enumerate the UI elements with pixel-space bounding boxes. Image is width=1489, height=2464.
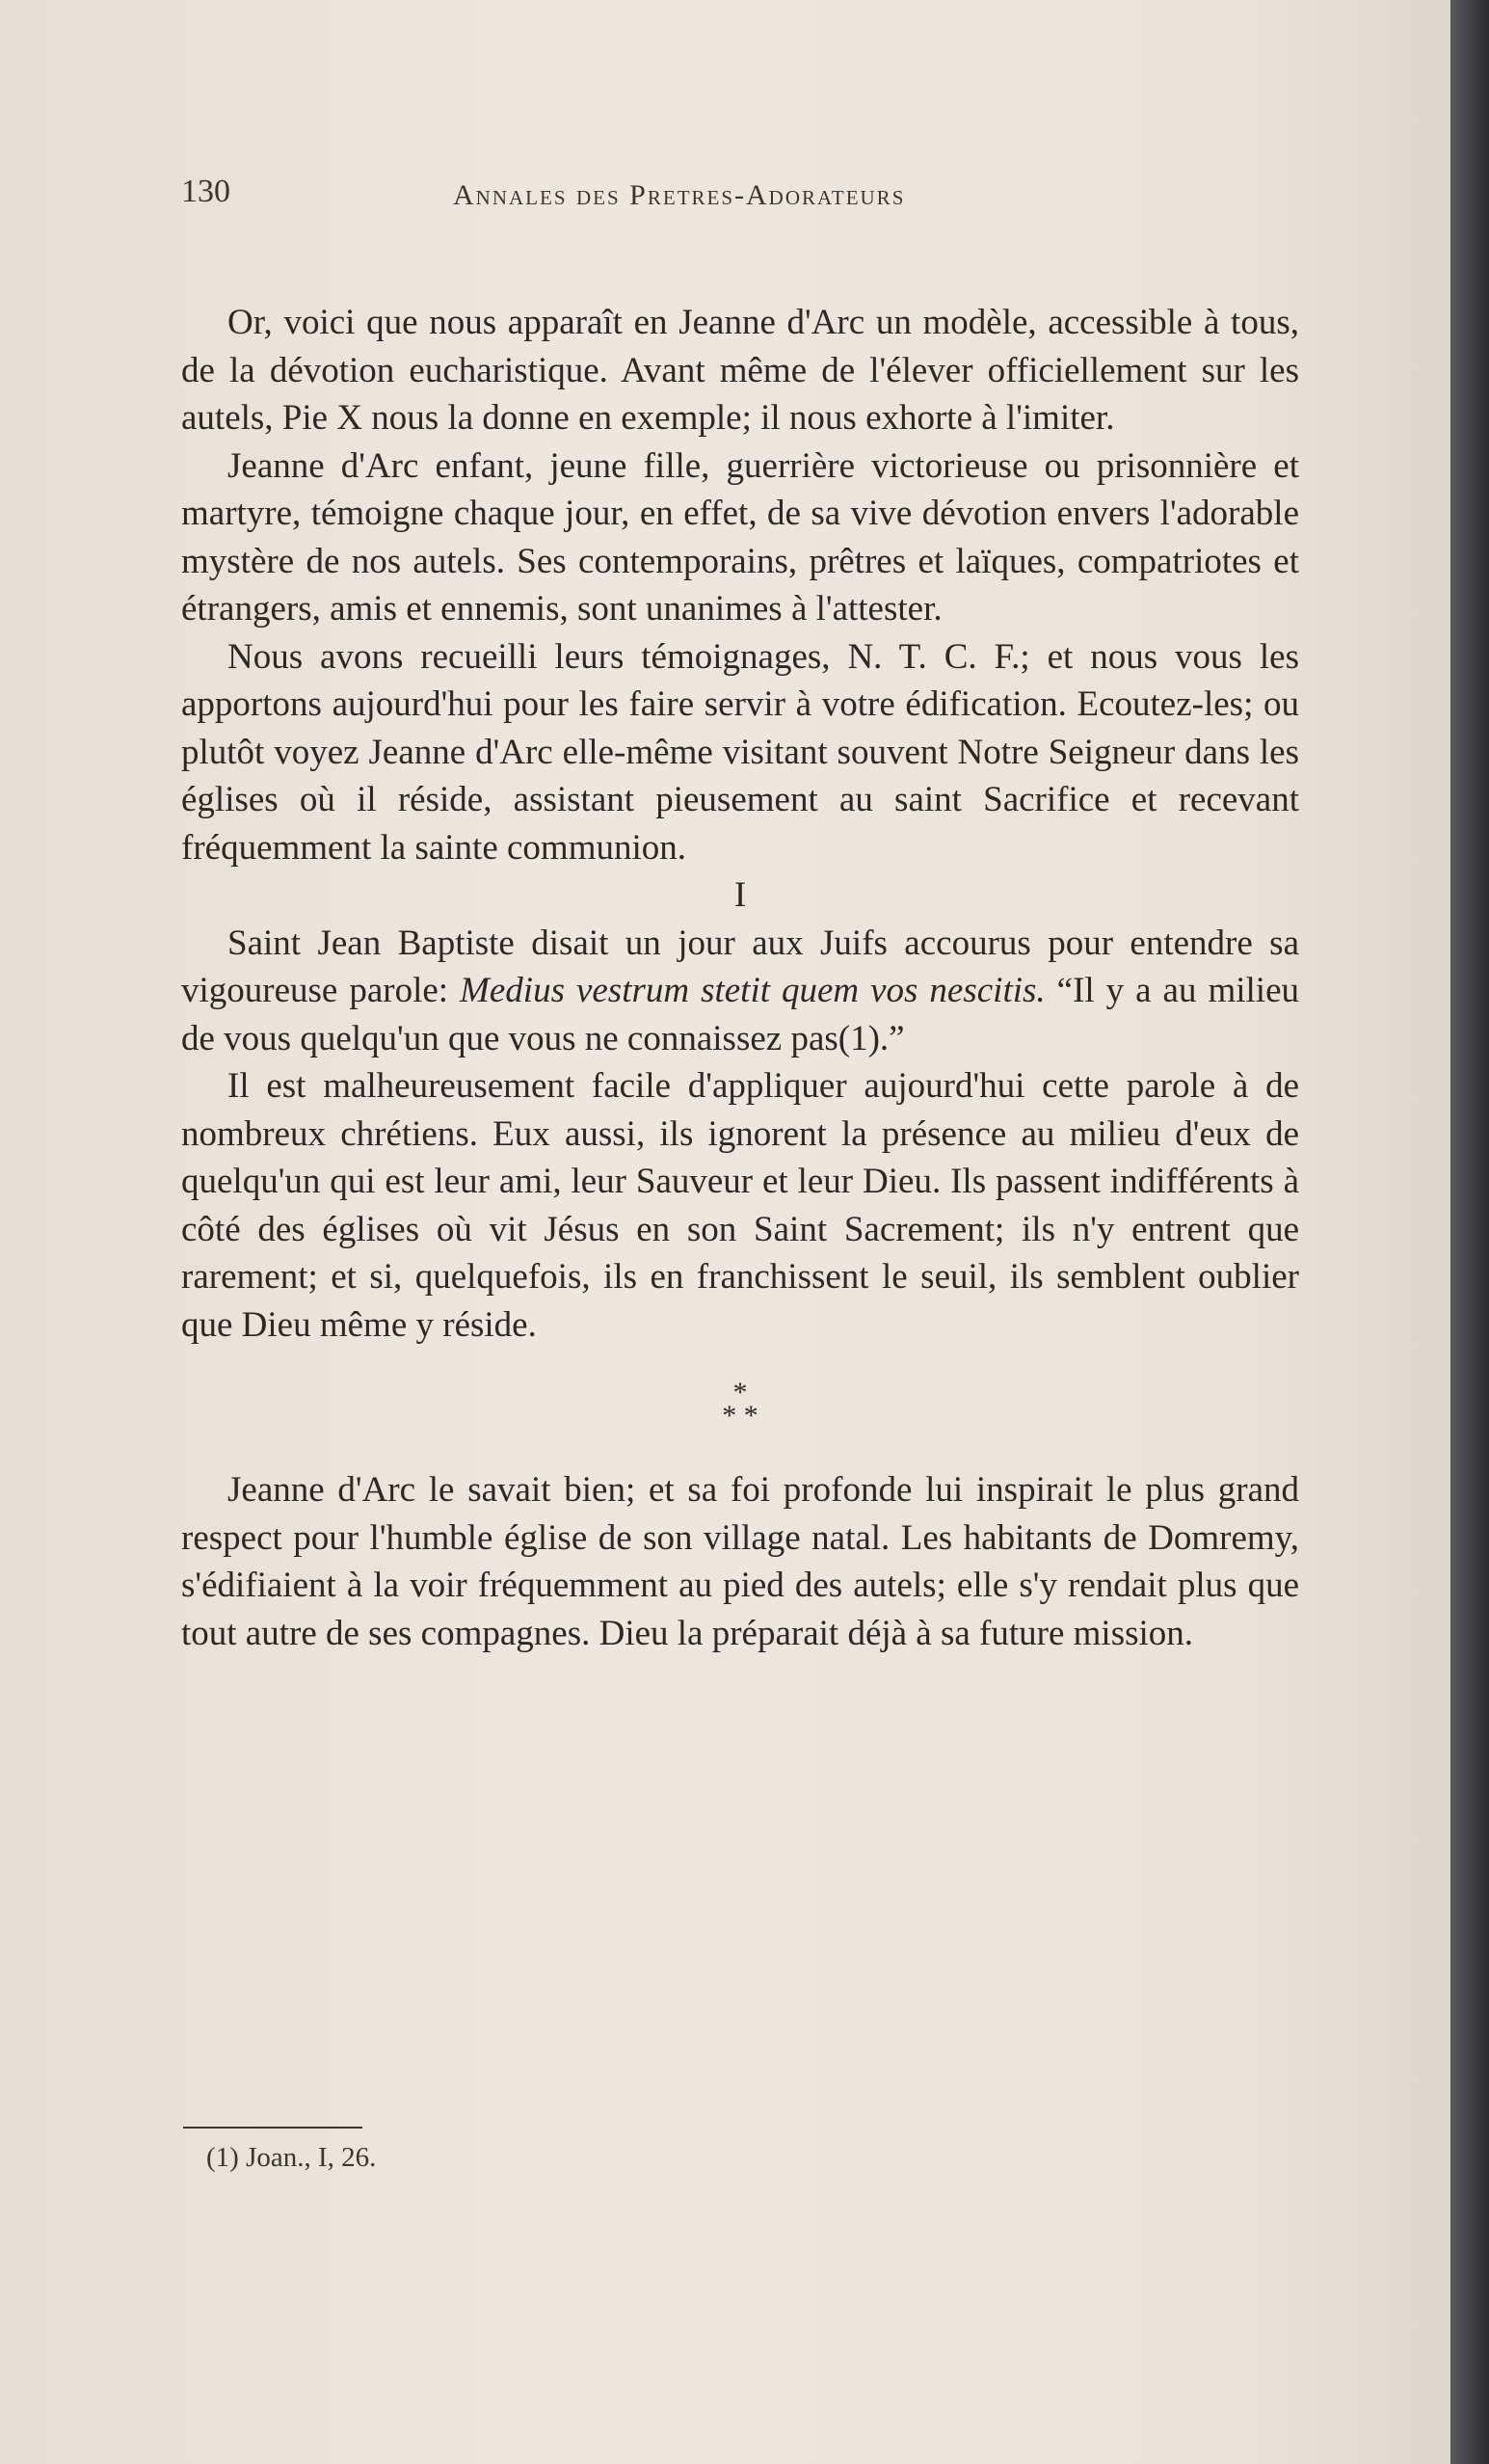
latin-quotation: Medius vestrum stetit quem vos nescitis. <box>460 971 1046 1010</box>
asterism-bottom: * * <box>722 1400 758 1432</box>
paragraph-section1-1-end: “Il y a au milieu de vous quelqu'un que vous ne connaissez pas(1).” <box>181 971 1299 1058</box>
footnote: (1) Joan., I, 26. <box>206 2142 377 2173</box>
paragraph-section1-3: Jeanne d'Arc le savait bien; et sa foi profonde lui inspirait le plus grand respect pour l'humble église de son village natal. Les habitants de Domremy, s'édifiaient à la voir fréquemment au pied des autels; elle s'y rendait plus que tout autre de ses compagnes. Dieu la préparait déjà à sa future mission. <box>181 1470 1299 1653</box>
asterism-top: * <box>732 1377 748 1408</box>
running-head <box>181 174 1299 231</box>
section-number: I <box>733 875 747 915</box>
page-number: 130 <box>181 174 230 209</box>
footnote-rule <box>183 2127 362 2129</box>
paragraph-intro-1: Or, voici que nous apparaît en Jeanne d'Arc un modèle, accessible à tous, de la dévotion eucharistique. Avant même de l'élever officiellement sur les autels, Pie X nous la donne en exemple; il nous exhorte à l'imiter. <box>181 303 1299 438</box>
journal-title: Annales des Pretres-Adorateurs <box>453 179 906 211</box>
paragraph-section1-1 <box>181 920 1299 1063</box>
body-text <box>181 299 1299 1657</box>
paragraph-section1-2: Il est malheureusement facile d'appliquer aujourd'hui cette parole à de nombreux chrétiens. Eux aussi, ils ignorent la présence au milieu d'eux de quelqu'un qui est leur ami, leur Sauveur et leur Dieu. Ils passent indifférents à côté des églises où vit Jésus en son Saint Sacrement; ils n'y entrent que rarement; et si, quelquefois, ils en franchissent le seuil, ils semblent oublier que Dieu même y réside. <box>181 1066 1299 1345</box>
paragraph-intro-3: Nous avons recueilli leurs témoignages, N. T. C. F.; et nous vous les apportons aujourd'hui pour les faire servir à votre édification. Ecoutez-les; ou plutôt voyez Jeanne d'Arc elle-même visitant souvent Notre Seigneur dans les églises où il réside, assistant pieusement au saint Sacrifice et recevant fréquemment la sainte communion. <box>181 636 1299 868</box>
page-edge <box>1450 0 1489 2464</box>
paragraph-intro-2: Jeanne d'Arc enfant, jeune fille, guerrière victorieuse ou prisonnière et martyre, témoigne chaque jour, en effet, de sa vive dévotion envers l'adorable mystère de nos autels. Ses contemporains, prêtres et laïques, compatriotes et étrangers, amis et ennemis, sont unanimes à l'attester. <box>181 445 1299 629</box>
asterism-divider <box>181 1377 1299 1432</box>
paragraph-section1-1-start: Saint Jean Baptiste disait un jour aux Juifs accourus pour entendre sa vigoureuse parole: <box>181 923 1299 1010</box>
